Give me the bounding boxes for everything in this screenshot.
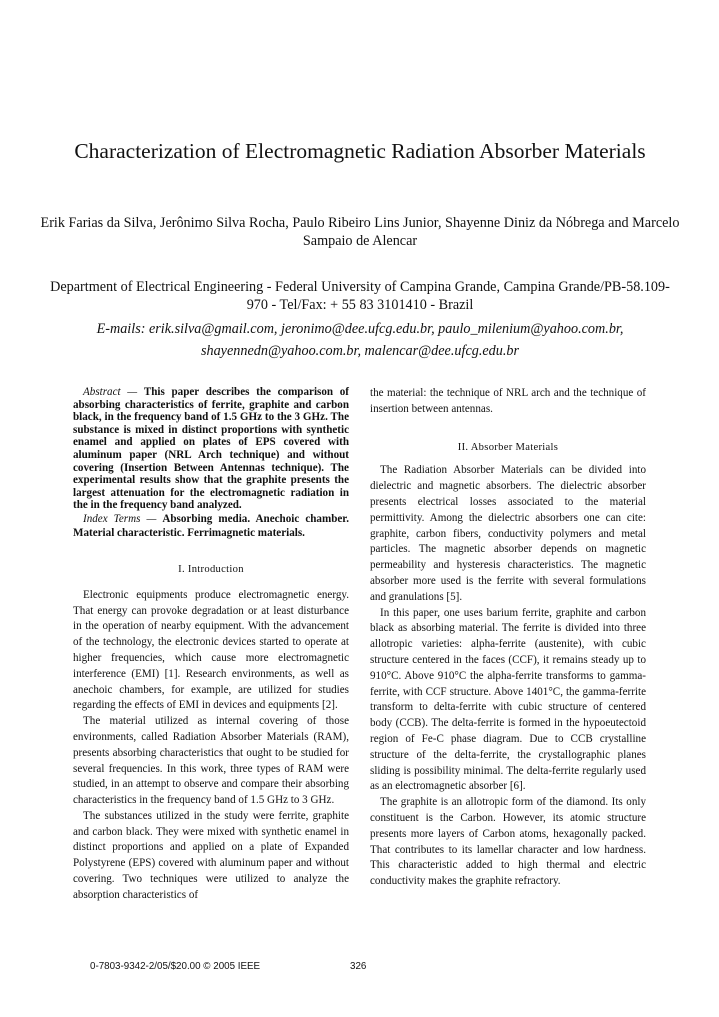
- page-number: 326: [350, 961, 367, 972]
- left-column: [73, 386, 349, 904]
- index-terms-label: Index Terms: [83, 512, 141, 525]
- author-list: Erik Farias da Silva, Jerônimo Silva Rocha, Paulo Ribeiro Lins Junior, Shayenne Diniz da Nóbrega and Marcelo Sampaio de Alencar: [40, 215, 680, 249]
- body-paragraph: The Radiation Absorber Materials can be divided into dielectric and magnetic absorbers. The dielectric absorber presents electrical losses associated to the material permittivity. Among the dielectric absorbers one can cite: graphite, carbon fibers, conductivity polymers and metal particles. The magnetic absorber depends on magnetic permeability and hysteresis characteristics. The magnetic absorber more used is the ferrite with several formulations and granulations [5].: [370, 464, 646, 603]
- abstract: [73, 386, 349, 512]
- affiliation: Department of Electrical Engineering - Federal University of Campina Grande, Campina Grande/PB-58.109-970 - Tel/Fax: + 55 83 3101410 - Brazil: [50, 279, 670, 313]
- abstract-text: This paper describes the comparison of absorbing characteristics of ferrite, graphite and carbon black, in the frequency band of 1.5 GHz to the 3 GHz. The substance is mixed in distinct proportions with synthetic enamel and applied on plates of EPS covered with aluminum paper (NRL Arch technique) and without covering (Insertion Between Antennas technique). The experimental results show that the graphite presents the largest attenuation for the electromagnetic radiation in the in the frequency band analyzed.: [73, 386, 349, 512]
- section-heading-introduction: I. Introduction: [178, 563, 244, 575]
- body-paragraph: The substances utilized in the study were ferrite, graphite and carbon black. They were mixed with synthetic enamel in distinct proportions and applied on a plate of Expanded Polystyrene (EPS) covered with aluminum paper and without covering. Two techniques were utilized to analyze the absorption characteristics of: [73, 809, 349, 901]
- email-list: E-mails: erik.silva@gmail.com, jeronimo@dee.ufcg.edu.br, paulo_milenium@yahoo.com.br, shayennedn@yahoo.com.br, malencar@dee.ufcg.edu.br: [96, 321, 624, 359]
- body-paragraph: The material utilized as internal covering of those environments, called Radiation Absorber Materials (RAM), presents absorbing characteristics that ought to be studied for several frequencies. In this work, three types of RAM were studied, in an attempt to observe and compare their absorbing characteristics in the frequency band of 1.5 GHz to 3 GHz.: [73, 715, 349, 807]
- abstract-label: Abstract: [83, 386, 121, 398]
- abstract-dash: —: [120, 386, 144, 398]
- index-terms: [73, 512, 349, 540]
- section-heading-absorber-materials: II. Absorber Materials: [457, 441, 559, 453]
- index-terms-text: Absorbing media. Anechoic chamber. Material characteristic. Ferrimagnetic materials.: [73, 512, 349, 539]
- body-paragraph: In this paper, one uses barium ferrite, graphite and carbon black as absorbing material. The ferrite is divided into three allotropic varieties: alpha-ferrite (austenite), with cubic structure centered in the faces (CCF), it remains steady up to 910°C. Above 910°C the alpha-ferrite transforms to gamma-ferrite, with CCF structure. Above 1401°C, the gamma-ferrite transform to delta-ferrite with cubic structure of centered body (CCB). The delta-ferrite is formed in the hypoeutectoid region of Fe-C phase diagram. Due to CCB crystalline structure of the delta-ferrite, the crystallographic planes sliding is possibility minimal. The delta-ferrite regularly used as an electromagnetic absorber [6].: [370, 606, 646, 793]
- copyright-notice: 0-7803-9342-2/05/$20.00 © 2005 IEEE: [90, 961, 261, 972]
- body-paragraph: The graphite is an allotropic form of the diamond. Its only constituent is the Carbon. However, its atomic structure presents more layers of Carbon atoms, hexagonally packed. That contributes to its lamellar character and low hardness. This characteristic added to high thermal and electric conductivity makes the graphite refractory.: [370, 796, 646, 888]
- right-column: [370, 386, 646, 890]
- index-terms-dash: —: [140, 512, 163, 525]
- body-paragraph: Electronic equipments produce electromagnetic energy. That energy can provoke degradation or at least disturbance in the operation of nearby equipment. With the advancement of the technology, the electronic devices started to operate at higher frequencies, which cause more electromagnetic interference (EMI) [1]. Research environments, as well as anechoic chambers, for example, are utilized for studies regarding the effects of EMI in devices and equipments [2].: [73, 588, 349, 712]
- body-paragraph-continuation: the material: the technique of NRL arch and the technique of insertion between antennas.: [370, 387, 646, 415]
- paper-title: Characterization of Electromagnetic Radiation Absorber Materials: [74, 139, 646, 163]
